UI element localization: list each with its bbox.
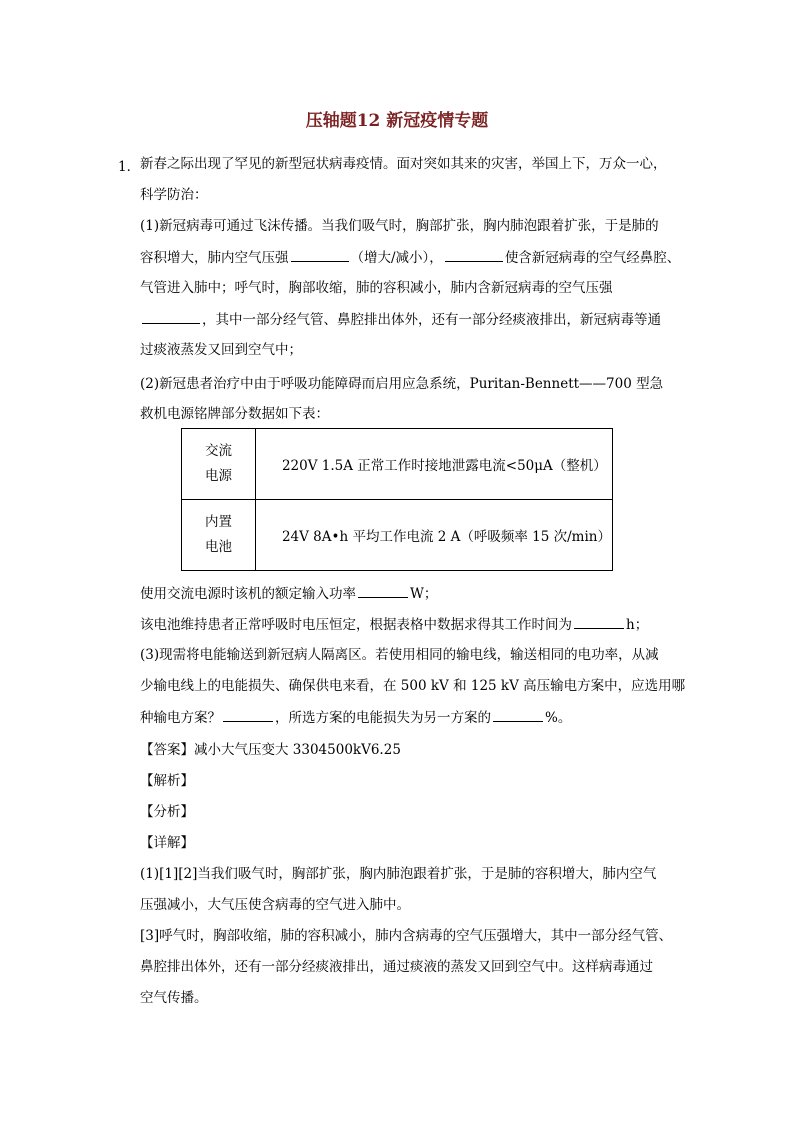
part3-line-3-text-a: 种输电方案？ [140, 710, 221, 726]
breakdown-label: 【分析】 [140, 804, 194, 820]
part1-line-5: 过痰液蒸发又回到空气中； [140, 342, 302, 358]
page-title: 压轴题12 新冠疫情专题 [305, 111, 489, 131]
part2-line-2: 救机电源铭牌部分数据如下表： [140, 406, 329, 422]
table-cell-value: 220V 1.5A 正常工作时接地泄露电流<50μA（整机） [255, 429, 612, 500]
part1-line-1: (1)新冠病毒可通过飞沫传播。当我们吸气时，胸部扩张，胸内肺泡跟着扩张，于是肺的 [140, 218, 659, 234]
part1-line-2-text-b: （增大/减小）， [350, 250, 443, 266]
part2-q2-text: 该电池维持患者正常呼吸时电压恒定，根据表格中数据求得其工作时间为 [140, 617, 572, 633]
part1-line-2 [140, 248, 680, 267]
part1-line-4-text: ，其中一部分经气管、鼻腔排出体外，还有一部分经痰液排出，新冠病毒等通 [202, 312, 661, 328]
answer-blank-1[interactable] [291, 248, 349, 262]
power-nameplate-table [181, 428, 613, 571]
table-cell-label [182, 429, 256, 500]
detail-label: 【详解】 [140, 835, 194, 851]
answer-blank-6[interactable] [223, 708, 273, 722]
label-line: 电源 [204, 468, 232, 484]
part1-line-2-text-a: 容积增大，肺内空气压强 [140, 250, 289, 266]
detail-line-3: [3]呼气时，胸部收缩，肺的容积减小，肺内含病毒的空气压强增大，其中一部分经气管、 [140, 928, 673, 944]
answer-label: 【答案】 [140, 742, 194, 758]
answer-line [140, 741, 401, 759]
question-number: 1． [118, 159, 141, 175]
intro-line-1: 新春之际出现了罕见的新型冠状病毒疫情。面对突如其来的灾害，举国上下，万众一心， [140, 156, 667, 172]
part1-line-4 [140, 310, 661, 329]
analysis-label: 【解析】 [140, 773, 194, 789]
detail-line-5: 空气传播。 [140, 990, 208, 1006]
table-row-battery [182, 500, 613, 571]
answer-blank-4[interactable] [358, 584, 408, 598]
part3-line-3 [140, 708, 571, 727]
part3-line-3-text-c: %。 [545, 710, 572, 726]
label-line: 交流 [204, 443, 232, 459]
detail-line-2: 压强减小，大气压使含病毒的空气进入肺中。 [140, 897, 410, 913]
table-row-ac-power [182, 429, 613, 500]
part2-line-1: (2)新冠患者治疗中由于呼吸功能障碍而启用应急系统，Puritan-Bennett——700 型急 [140, 376, 664, 392]
part2-q1-unit: W； [410, 586, 438, 602]
intro-line-2: 科学防治： [140, 187, 208, 203]
part3-line-1: (3)现需将电能输送到新冠病人隔离区。若使用相同的输电线，输送相同的电功率，从减 [140, 647, 659, 663]
answer-blank-5[interactable] [574, 615, 624, 629]
answer-blank-3[interactable] [142, 310, 200, 324]
detail-line-4: 鼻腔排出体外，还有一部分经痰液排出，通过痰液的蒸发又回到空气中。这样病毒通过 [140, 959, 653, 975]
answer-text: 减小大气压变大 3304500kV6.25 [194, 742, 401, 758]
label-line: 内置 [204, 514, 232, 530]
part2-q2-unit: h； [626, 617, 649, 633]
part2-question-1 [140, 584, 437, 603]
answer-blank-2[interactable] [445, 248, 503, 262]
answer-blank-7[interactable] [493, 708, 543, 722]
table-cell-value: 24V 8A•h 平均工作电流 2 A（呼吸频率 15 次/min） [255, 500, 612, 571]
part2-q1-text: 使用交流电源时该机的额定输入功率 [140, 586, 356, 602]
detail-line-1: (1)[1][2]当我们吸气时，胸部扩张，胸内肺泡跟着扩张，于是肺的容积增大，肺内空气 [140, 866, 657, 882]
label-line: 电池 [204, 539, 232, 555]
part3-line-2: 少输电线上的电能损失、确保供电来看，在 500 kV 和 125 kV 高压输电方案中，应选用哪 [140, 678, 686, 694]
part2-question-2 [140, 615, 648, 634]
table-cell-label [182, 500, 256, 571]
part1-line-2-text-c: 使含新冠病毒的空气经鼻腔、 [504, 250, 681, 266]
part1-line-3: 气管进入肺中；呼气时，胸部收缩，肺的容积减小，肺内含新冠病毒的空气压强 [140, 280, 613, 296]
part3-line-3-text-b: ，所选方案的电能损失为另一方案的 [275, 710, 491, 726]
